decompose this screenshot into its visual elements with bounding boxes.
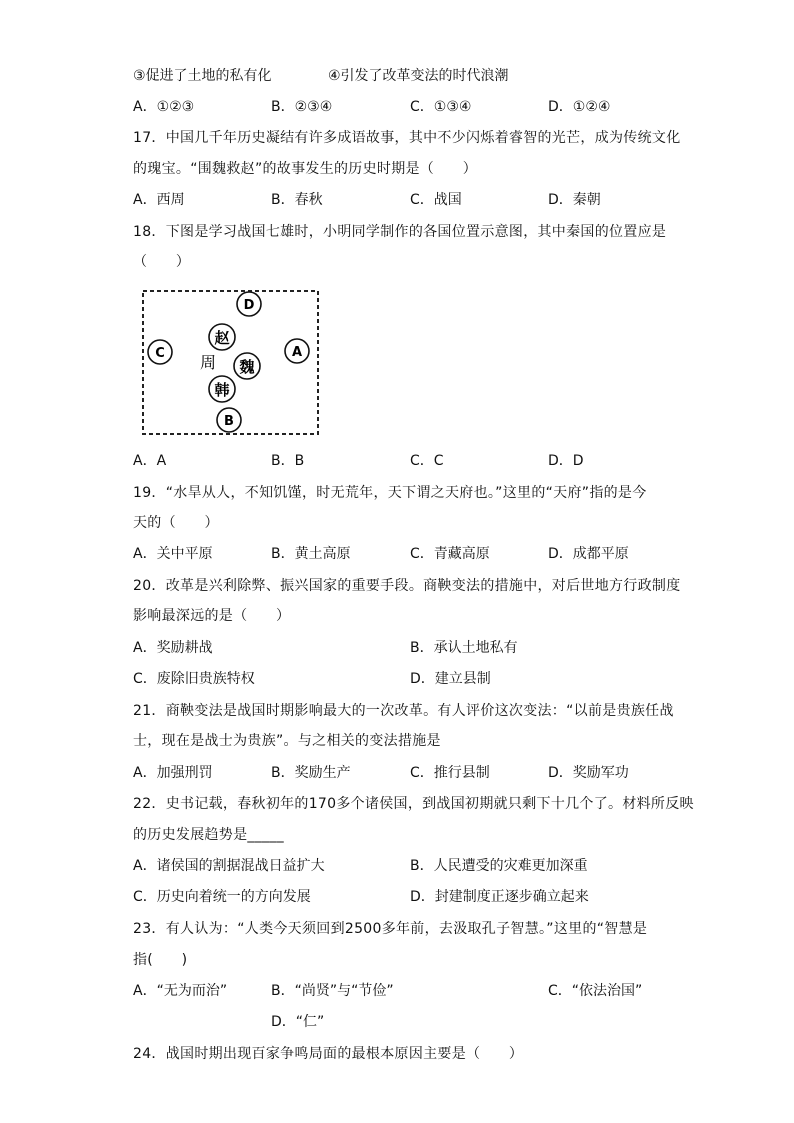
zhou-label: 周 xyxy=(199,353,217,372)
q21-stem-line1: 21．商鞅变法是战国时期影响最大的一次改革。有人评价这次变法：“以前是贵族任战 xyxy=(133,703,674,719)
q21-option-c: C．推行县制 xyxy=(410,765,490,781)
q19-option-a: A．关中平原 xyxy=(133,546,213,562)
q22-option-a: A．诸侯国的割据混战日益扩大 xyxy=(133,858,325,874)
q21-option-b: B．奖励生产 xyxy=(271,765,351,781)
q21-option-a: A．加强刑罚 xyxy=(133,765,213,781)
q16-option-d: D．①②④ xyxy=(548,99,611,115)
q23-stem-line1: 23．有人认为：“人类今天须回到2500多年前，去汲取孔子智慧。”这里的“智慧是 xyxy=(133,921,648,937)
q19-stem-line2: 天的（ ） xyxy=(133,515,219,531)
q16-option-a: A．①②③ xyxy=(133,99,195,115)
q18-option-b: B．B xyxy=(271,453,305,469)
q21-option-d: D．奖励军功 xyxy=(548,765,629,781)
q22-stem-line1: 22．史书记载，春秋初年的170多个诸侯国，到战国初期就只剩下十几个了。材料所反映 xyxy=(133,796,694,812)
q23-option-a: A．“无为而治” xyxy=(133,983,228,999)
q17-option-d: D．秦朝 xyxy=(548,192,601,208)
q20-option-a: A．奖励耕战 xyxy=(133,640,213,656)
q24-stem-line1: 24．战国时期出现百家争鸣局面的最根本原因主要是（ ） xyxy=(133,1046,524,1062)
q20-stem-line1: 20．改革是兴利除弊、振兴国家的重要手段。商鞅变法的措施中，对后世地方行政制度 xyxy=(133,578,681,594)
q20-option-c: C．废除旧贵族特权 xyxy=(133,671,255,687)
position-a-label: A xyxy=(291,345,303,360)
q18-option-c: C．C xyxy=(410,453,444,469)
q17-stem-line1: 17．中国几千年历史凝结有许多成语故事，其中不少闪烁着睿智的光芒，成为传统文化 xyxy=(133,130,681,146)
q23-option-c: C．“依法治国” xyxy=(548,983,643,999)
wei-label: 魏 xyxy=(239,358,255,376)
statement-3: ③促进了土地的私有化 xyxy=(133,68,272,84)
q16-option-c: C．①③④ xyxy=(410,99,472,115)
position-d-label: D xyxy=(243,298,255,313)
q17-stem-line2: 的瑰宝。“围魏救赵”的故事发生的历史时期是（ ） xyxy=(133,161,478,177)
map-diagram xyxy=(140,288,320,436)
warring-states-map xyxy=(140,288,320,436)
q22-option-c: C．历史向着统一的方向发展 xyxy=(133,889,311,905)
q20-stem-line2: 影响最深远的是（ ） xyxy=(133,608,291,624)
q19-stem-line1: 19．“水旱从人，不知饥馑，时无荒年，天下谓之天府也。”这里的“天府”指的是今 xyxy=(133,485,647,501)
q19-option-d: D．成都平原 xyxy=(548,546,629,562)
q18-option-a: A．A xyxy=(133,453,167,469)
position-c-label: C xyxy=(155,346,165,361)
position-b-label: B xyxy=(224,414,234,429)
q22-option-b: B．人民遭受的灾难更加深重 xyxy=(410,858,588,874)
q23-stem-line2: 指( ) xyxy=(133,952,188,968)
zhao-label: 赵 xyxy=(214,329,230,347)
q17-option-a: A．西周 xyxy=(133,192,185,208)
q22-option-d: D．封建制度正逐步确立起来 xyxy=(410,889,589,905)
q22-stem-line2: 的历史发展趋势是_____ xyxy=(133,827,284,843)
q18-stem-line2: （ ） xyxy=(133,254,191,270)
q20-option-b: B．承认土地私有 xyxy=(410,640,518,656)
statement-4: ④引发了改革变法的时代浪潮 xyxy=(328,68,509,84)
q17-option-b: B．春秋 xyxy=(271,192,323,208)
q19-option-c: C．青藏高原 xyxy=(410,546,490,562)
q23-option-b: B．“尚贤”与“节俭” xyxy=(271,983,394,999)
q21-stem-line2: 士，现在是战士为贵族”。与之相关的变法措施是 xyxy=(133,733,441,749)
han-label: 韩 xyxy=(214,381,230,399)
q17-option-c: C．战国 xyxy=(410,192,462,208)
q16-option-b: B．②③④ xyxy=(271,99,333,115)
q18-option-d: D．D xyxy=(548,453,584,469)
q20-option-d: D．建立县制 xyxy=(410,671,491,687)
q19-option-b: B．黄土高原 xyxy=(271,546,351,562)
q18-stem-line1: 18．下图是学习战国七雄时，小明同学制作的各国位置示意图，其中秦国的位置应是 xyxy=(133,224,667,240)
q23-option-d: D．“仁” xyxy=(271,1014,325,1030)
